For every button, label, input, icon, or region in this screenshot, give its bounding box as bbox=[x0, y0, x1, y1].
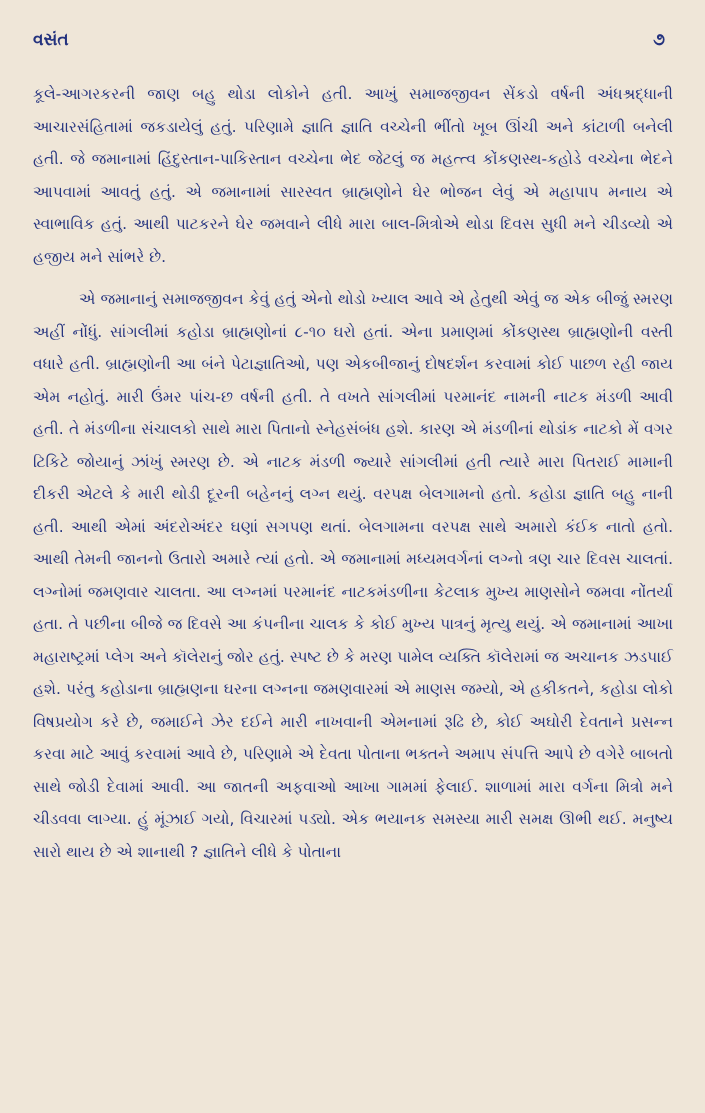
body-text bbox=[33, 78, 673, 868]
paragraph: એ જમાનાનું સમાજજીવન કેવું હતું એનો થોડો ખ્યાલ આવે એ હેતુથી એવું જ એક બીજું સ્મરણ અહીં નોંધું. સાંગલીમાં કહોડા બ્રાહ્મણોનાં ૮-૧૦ ઘરો હતાં. એના પ્રમાણમાં કોંકણસ્થ બ્રાહ્મણોની વસ્તી વધારે હતી. બ્રાહ્મણોની આ બંને પેટાજ્ઞાતિઓ, પણ એકબીજાનું દોષદર્શન કરવામાં કોઈ પાછળ રહી જાય એમ નહોતું. મારી ઉંમર પાંચ-છ વર્ષની હતી. તે વખતે સાંગલીમાં પરમાનંદ નામની નાટક મંડળી આવી હતી. તે મંડળીના સંચાલકો સાથે મારા પિતાનો સ્નેહસંબંધ હશે. કારણ એ મંડળીનાં થોડાંક નાટકો મેં વગર ટિકિટે જોયાનું ઝાંખું સ્મરણ છે. એ નાટક મંડળી જ્યારે સાંગલીમાં હતી ત્યારે મારા પિતરાઈ મામાની દીકરી એટલે કે મારી થોડી દૂરની બહેનનું લગ્ન થયું. વરપક્ષ બેલગામનો હતો. કહોડા જ્ઞાતિ બહુ નાની હતી. આથી એમાં અંદરોઅંદર ઘણાં સગપણ થતાં. બેલગામના વરપક્ષ સાથે અમારો કંઈક નાતો હતો. આથી તેમની જાનનો ઉતારો અમારે ત્યાં હતો. એ જમાનામાં મધ્યમવર્ગનાં લગ્નો ત્રણ ચાર દિવસ ચાલતાં. લગ્નોમાં જમણવાર ચાલતા. આ લગ્નમાં પરમાનંદ નાટકમંડળીના કેટલાક મુખ્ય માણસોને જમવા નોંતર્યા હતા. તે પછીના બીજે જ દિવસે આ કંપનીના ચાલક કે કોઈ મુખ્ય પાત્રનું મૃત્યુ થયું. એ જમાનામાં આખા મહારાષ્ટ્રમાં પ્લેગ અને કૉલેરાનું જોર હતું. સ્પષ્ટ છે કે મરણ પામેલ વ્યક્તિ કૉલેરામાં જ અચાનક ઝડપાઈ હશે. પરંતુ કહોડાના બ્રાહ્મણના ઘરના લગ્નના જમણવારમાં એ માણસ જમ્યો, એ હકીકતને, કહોડા લોકો વિષપ્રયોગ કરે છે, જમાઈને ઝેર દઈને મારી નાખવાની એમનામાં રૂઢિ છે, કોઈ અઘોરી દેવતાને પ્રસન્ન કરવા માટે આવું કરવામાં આવે છે, પરિણામે એ દેવતા પોતાના ભક્તને અમાપ સંપત્તિ આપે છે વગેરે બાબતો સાથે જોડી દેવામાં આવી. આ જાતની અફવાઓ આખા ગામમાં ફેલાઈ. શાળામાં મારા વર્ગના મિત્રો મને ચીડવવા લાગ્યા. હું મૂંઝાઈ ગયો, વિચારમાં પડ્યો. એક ભયાનક સમસ્યા મારી સમક્ષ ઊભી થઈ. મનુષ્ય સારો થાય છે એ શાનાથી ? જ્ઞાતિને લીધે કે પોતાના bbox=[33, 290, 673, 861]
paragraph: કૂલે-આગરકરની જાણ બહુ થોડા લોકોને હતી. આખું સમાજજીવન સેંકડો વર્ષની અંધશ્રદ્ધાની આચારસંહિતામાં જકડાયેલું હતું. પરિણામે જ્ઞાતિ જ્ઞાતિ વચ્ચેની ભીંતો ખૂબ ઊંચી અને કાંટાળી બનેલી હતી. જે જમાનામાં હિંદુસ્તાન-પાકિસ્તાન વચ્ચેના ભેદ જેટલું જ મહત્ત્વ કોંકણસ્થ-કહોડે વચ્ચેના ભેદને આપવામાં આવતું હતું. એ જમાનામાં સારસ્વત બ્રાહ્મણોને ઘેર ભોજન લેવું એ મહાપાપ મનાય એ સ્વાભાવિક હતું. આથી પાટકરને ઘેર જમવાને લીધે મારા બાલ-મિત્રોએ થોડા દિવસ સુધી મને ચીડવ્યો એ હજીય મને સાંભરે છે. bbox=[33, 85, 673, 266]
running-head: વસંત bbox=[33, 30, 69, 50]
page-number: ૭ bbox=[653, 30, 665, 50]
